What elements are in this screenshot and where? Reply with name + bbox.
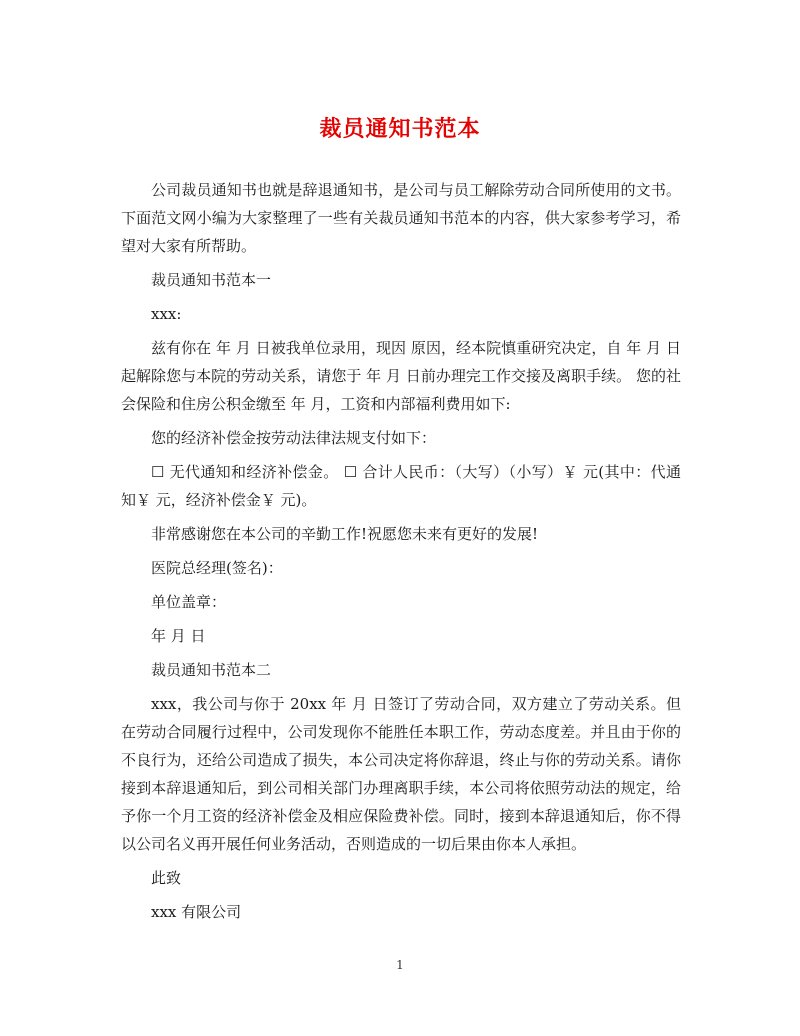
thanks-paragraph: 非常感谢您在本公司的辛勤工作!祝愿您未来有更好的发展! bbox=[151, 525, 539, 543]
company-seal-line: 单位盖章： bbox=[151, 593, 227, 611]
manager-signature-line: 医院总经理(签名)： bbox=[151, 559, 283, 577]
notice-paragraph: 兹有你在 年 月 日被我单位录用，现因 原因，经本院慎重研究决定，自 年 月 日起解除您与本院的劳动关系，请您于 年 月 日前办理完工作交接及离职手续。 您的社会保险和住房公积金缴至 年 月，工资和内部福利费用如下: bbox=[121, 339, 681, 413]
company-name: xxx 有限公司 bbox=[151, 903, 242, 921]
page-number: 1 bbox=[396, 958, 404, 972]
date-line: 年 月 日 bbox=[151, 627, 206, 645]
compensation-options: ☐ 无代通知和经济补偿金。 ☐ 合计人民币：（大写）（小写）￥ 元(其中：代通知￥ 元，经济补偿金￥ 元)。 bbox=[121, 463, 681, 509]
document-title: 裁员通知书范本 bbox=[319, 116, 481, 142]
salutation: xxx: bbox=[151, 305, 182, 323]
intro-paragraph: 公司裁员通知书也就是辞退通知书，是公司与员工解除劳动合同所使用的文书。下面范文网小编为大家整理了一些有关裁员通知书范本的内容，供大家参考学习，希望对大家有所帮助。 bbox=[121, 181, 681, 255]
section-heading-sample-two: 裁员通知书范本二 bbox=[151, 661, 272, 679]
section-heading-sample-one: 裁员通知书范本一 bbox=[151, 271, 272, 289]
document-body bbox=[121, 176, 681, 926]
dismissal-paragraph: xxx，我公司与你于 20xx 年 月 日签订了劳动合同，双方建立了劳动关系。但在劳动合同履行过程中，公司发现你不能胜任本职工作，劳动态度差。并且由于你的不良行为，还给公司造成了损失，本公司决定将你辞退，终止与你的劳动关系。请你接到本辞退通知后，到公司相关部门办理离职手续，本公司将依照劳动法的规定，给予你一个月工资的经济补偿金及相应保险费补偿。同时，接到本辞退通知后，你不得以公司名义再开展任何业务活动，否则造成的一切后果由你本人承担。 bbox=[121, 695, 681, 853]
compensation-intro: 您的经济补偿金按劳动法律法规支付如下： bbox=[151, 429, 437, 447]
closing-salutation: 此致 bbox=[151, 869, 182, 887]
